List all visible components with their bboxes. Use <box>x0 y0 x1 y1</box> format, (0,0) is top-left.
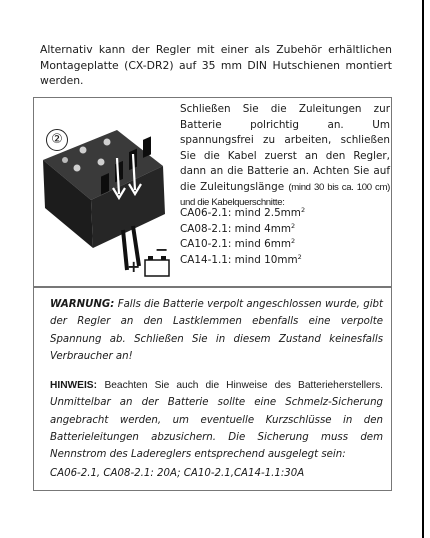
screw-icon <box>62 157 68 163</box>
terminal-slot <box>143 136 151 158</box>
screw-icon <box>98 159 105 166</box>
fuse-ratings: CA06-2.1, CA08-2.1: 20A; CA10-2.1,CA14-1.1:30A <box>50 468 305 479</box>
spec-row: CA06-2.1: mind $2.5mm^2$ <box>180 206 306 219</box>
page-edge-rule <box>422 0 424 538</box>
screw-icon <box>80 147 87 154</box>
step-text-main: Schließen Sie die Zuleitungen zur Batterie polrichtig an. Um spannungsfrei zu arbeiten, schließen Sie die Kabel zuerst an den Regler, dann an die Batterie an. Achten Sie auf die Zuleitungslänge <box>180 103 390 193</box>
step-instructions <box>180 102 390 211</box>
plus-sign: + <box>127 257 141 276</box>
screw-icon <box>104 139 111 146</box>
warning-label: WARNUNG: <box>50 299 115 310</box>
step-number-badge: ② <box>46 129 68 151</box>
minus-sign: − <box>155 240 169 259</box>
hint-paragraph <box>50 377 383 463</box>
cable-spec-list <box>180 206 390 268</box>
warning-text: Falls die Batterie verpolt angeschlossen wurde, gibt der Regler an den Lastklemmen ebenfalls eine verpolte Spannung ab. Schließen Sie in diesem Zustand keinesfalls Verbraucher an! <box>50 299 383 362</box>
spec-row: CA08-2.1: mind $4mm^2$ <box>180 221 296 235</box>
terminal-slot <box>101 173 109 195</box>
hint-label: HINWEIS: <box>50 380 97 391</box>
step-text-condensed: (mind 30 bis ca. 100 cm) und die Kabelquerschnitte: <box>180 181 390 208</box>
hint-text: Unmittelbar an der Batterie sollte eine Schmelz-Sicherung angebracht werden, um eventuelle Kurzschlüsse in den Batterieleitungen abzusichern. Die Sicherung muss dem Nennstrom des Ladereglers entsprechend ausgelegt sein: <box>50 397 383 461</box>
screw-icon <box>74 165 81 172</box>
warning-paragraph <box>50 296 383 365</box>
spec-row: CA14-1.1: mind $10mm^2$ <box>180 252 302 266</box>
hint-lead: Beachten Sie auch die Hinweise des Batterieherstellers. <box>104 380 383 391</box>
battery-icon <box>145 260 169 276</box>
spec-row: CA10-2.1: mind $6mm^2$ <box>180 237 296 251</box>
intro-paragraph: Alternativ kann der Regler mit einer als Zubehör erhältlichen Montageplatte (CX-DR2) auf 35 mm DIN Hutschienen montiert werden. <box>40 43 392 87</box>
